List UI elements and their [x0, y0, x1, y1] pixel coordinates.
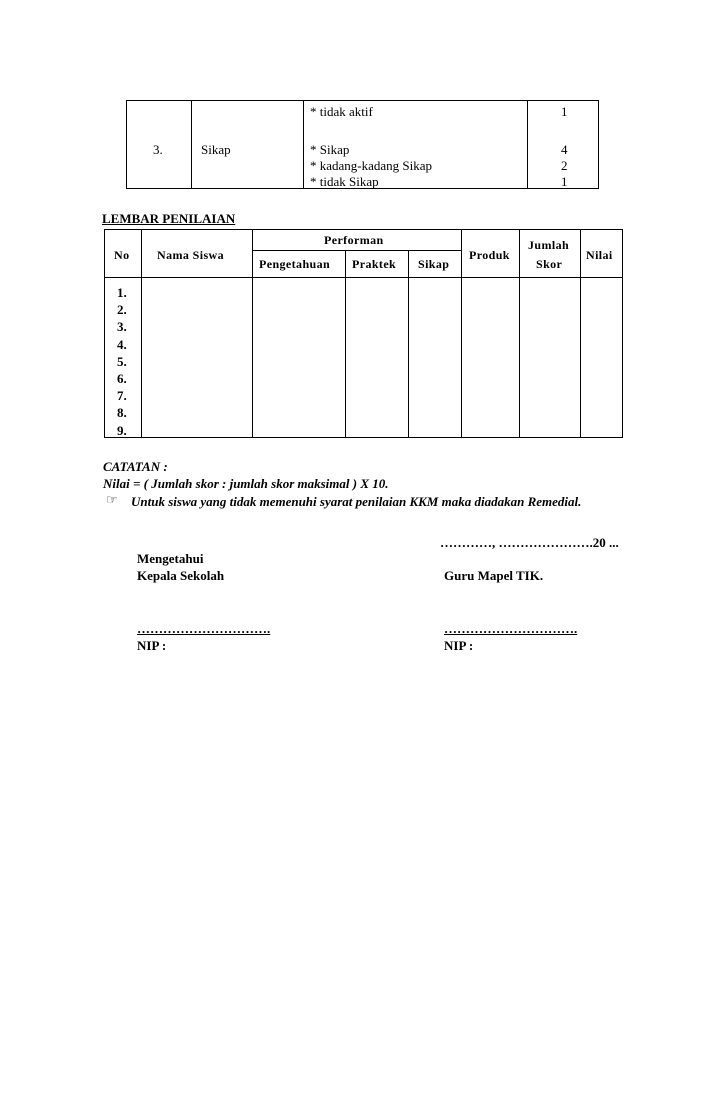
header-praktek: Praktek — [352, 257, 397, 271]
row-number: 1. — [117, 285, 127, 300]
header-jumlah: Jumlah — [528, 238, 570, 252]
row-number: 4. — [117, 336, 127, 352]
row-divider — [252, 250, 461, 251]
column-divider — [461, 230, 462, 437]
column-divider — [408, 250, 409, 437]
notes-remedial: Untuk siswa yang tidak memenuhi syarat penilaian KKM maka diadakan Remedial. — [131, 494, 582, 509]
criteria-item: * tidak Sikap — [310, 174, 379, 189]
column-divider — [303, 101, 304, 188]
criteria-score: 4 — [561, 142, 568, 157]
header-sikap: Sikap — [418, 257, 450, 271]
row-number: 6. — [117, 371, 127, 387]
row-number: 9. — [117, 422, 127, 438]
criteria-aspect: Sikap — [201, 142, 231, 157]
header-skor: Skor — [536, 257, 563, 271]
row-number: 5. — [117, 353, 127, 369]
signature-right-title: Guru Mapel TIK. — [444, 568, 544, 583]
date-line: …………, ………………….20 ... — [440, 535, 619, 550]
criteria-row-number: 3. — [153, 142, 163, 157]
header-performan: Performan — [324, 233, 384, 247]
criteria-item: * Sikap — [310, 142, 350, 157]
row-number: 8. — [117, 405, 127, 421]
criteria-score: 1 — [561, 174, 568, 189]
criteria-score: 1 — [561, 104, 568, 119]
signature-left-line2: Kepala Sekolah — [137, 568, 225, 583]
column-divider — [191, 101, 192, 188]
column-divider — [345, 250, 346, 437]
signature-left-nip: NIP : — [137, 638, 167, 653]
criteria-table — [126, 100, 599, 189]
assessment-title: LEMBAR PENILAIAN — [102, 211, 236, 226]
criteria-score: 2 — [561, 158, 568, 173]
column-divider — [252, 230, 253, 437]
column-divider — [580, 230, 581, 437]
criteria-item: * tidak aktif — [310, 104, 373, 119]
column-divider — [527, 101, 528, 188]
header-no: No — [114, 248, 130, 262]
header-divider — [105, 277, 622, 278]
notes-formula: Nilai = ( Jumlah skor : jumlah skor maksimal ) X 10. — [103, 476, 389, 491]
column-divider — [141, 230, 142, 437]
signature-left-name-line: …………………………. — [137, 621, 271, 636]
row-number: 2. — [117, 302, 127, 318]
header-produk: Produk — [469, 248, 510, 262]
header-nilai: Nilai — [586, 248, 613, 262]
criteria-item: * kadang-kadang Sikap — [310, 158, 433, 173]
header-nama-siswa: Nama Siswa — [157, 248, 225, 262]
hand-pointer-icon: ☞ — [106, 492, 118, 507]
signature-right-name-line: …………………………. — [444, 621, 578, 636]
signature-right-nip: NIP : — [444, 638, 474, 653]
header-pengetahuan: Pengetahuan — [259, 257, 331, 271]
column-divider — [519, 230, 520, 437]
row-number-column — [117, 284, 127, 439]
assessment-table — [104, 229, 623, 438]
signature-left-line1: Mengetahui — [137, 551, 204, 566]
row-number: 7. — [117, 388, 127, 404]
notes-heading: CATATAN : — [103, 459, 168, 474]
row-number: 3. — [117, 319, 127, 335]
